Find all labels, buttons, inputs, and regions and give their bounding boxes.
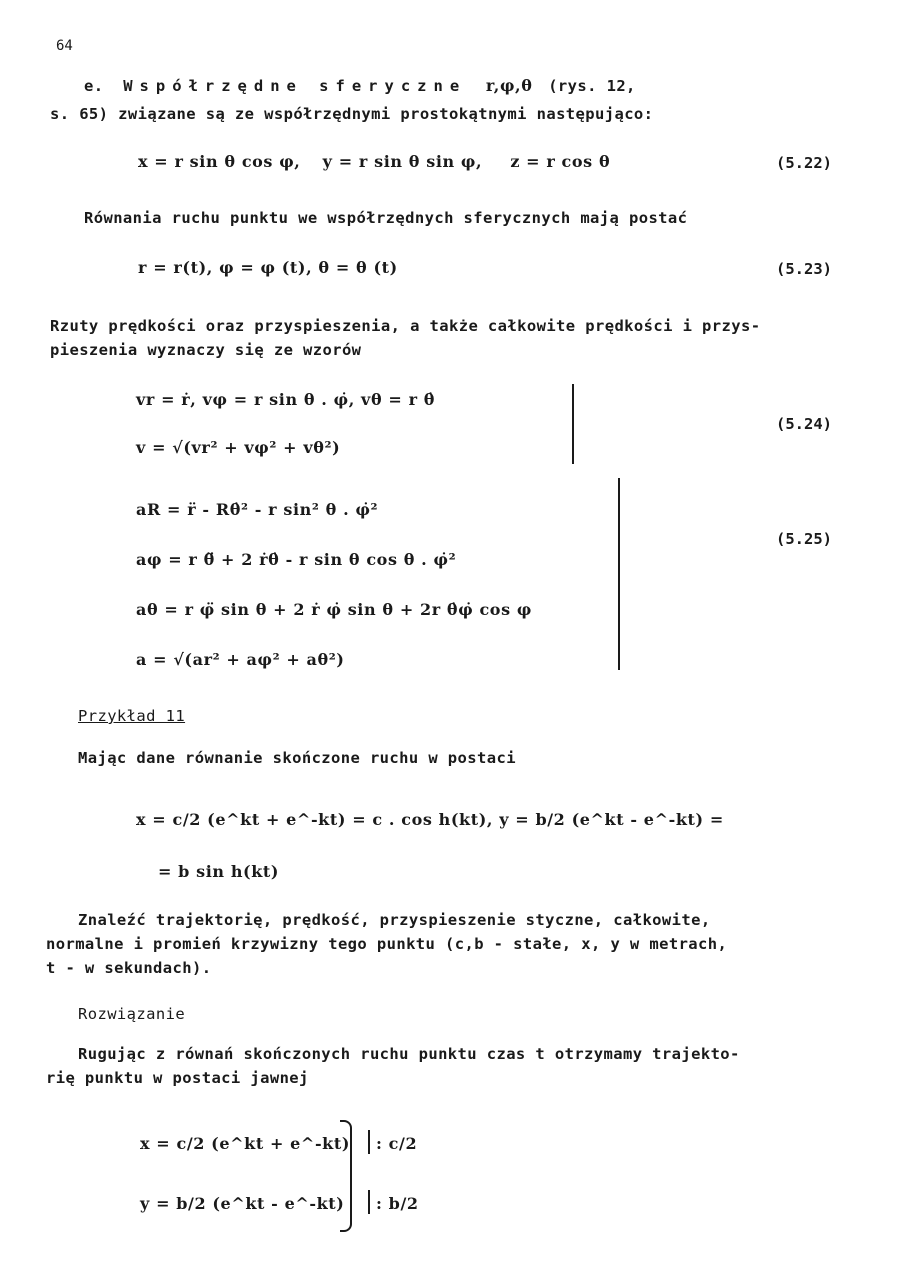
example-intro: Mając dane równanie skończone ruchu w postaci: [78, 749, 516, 767]
system-brace: [340, 1120, 352, 1232]
eq-5-22-x: x = r sin θ cos φ,: [138, 152, 301, 171]
eq-number-5-22: (5.22): [776, 154, 832, 172]
section-e-ref-2: s. 65): [50, 105, 109, 123]
paragraph-projections-1: Rzuty prędkości oraz przyspieszenia, a także całkowite prędkości i przys-: [50, 317, 761, 335]
section-e-coords: r,φ,θ: [485, 76, 533, 95]
eq-5-22-y: y = r sin θ sin φ,: [322, 152, 483, 171]
example-equation-line2: = b sin h(kt): [158, 862, 280, 881]
divider-bar-x: [368, 1130, 370, 1154]
example-task-1: Znaleźć trajektorię, prędkość, przyspieszenie styczne, całkowite,: [78, 911, 711, 929]
page-number: 64: [56, 38, 73, 54]
brace-5-25: [618, 478, 620, 670]
eq-number-5-24: (5.24): [776, 415, 832, 433]
eq-number-5-23: (5.23): [776, 260, 832, 278]
example-task-3: t - w sekundach).: [46, 959, 212, 977]
section-e-ref-1: (rys. 12,: [548, 77, 636, 95]
divisor-y: : b/2: [376, 1194, 419, 1213]
section-e-line2: [50, 104, 653, 124]
section-e-heading: [84, 76, 636, 96]
example-task-2: normalne i promień krzywizny tego punktu (c,b - stałe, x, y w metrach,: [46, 935, 728, 953]
equation-5-25-line2: aφ = r θ̈ + 2 ṙθ̇ - r sin θ cos θ . φ̇²: [136, 550, 457, 569]
equation-5-25-line3: aθ = r φ̈ sin θ + 2 ṙ φ̇ sin θ + 2r θ̇φ̇ cos φ: [136, 600, 532, 619]
equation-5-25-line4: a = √(ar² + aφ² + aθ²): [136, 650, 345, 669]
equation-5-23: r = r(t), φ = φ (t), θ = θ (t): [138, 258, 398, 277]
section-e-title: Współrzędne sferyczne: [123, 77, 467, 95]
paragraph-projections-2: pieszenia wyznaczy się ze wzorów: [50, 341, 362, 359]
eq-number-5-25: (5.25): [776, 530, 832, 548]
example-title: Przykład 11: [78, 707, 186, 725]
eq-5-22-z: z = r cos θ: [510, 152, 611, 171]
equation-5-25-line1: aR = r̈ - Rθ̇² - r sin² θ . φ̇²: [136, 500, 379, 519]
example-equation-line1: x = c/2 (e^kt + e^-kt) = c . cos h(kt), y = b/2 (e^kt - e^-kt) =: [136, 810, 724, 829]
divisor-x: : c/2: [376, 1134, 418, 1153]
solution-text-1: Rugując z równań skończonych ruchu punktu czas t otrzymamy trajekto-: [78, 1045, 740, 1063]
paragraph-motion: Równania ruchu punktu we współrzędnych sferycznych mają postać: [84, 209, 688, 227]
equation-5-24-line1: vr = ṙ, vφ = r sin θ . φ̇, vθ = r θ̇: [136, 390, 436, 409]
section-e-label: e.: [84, 77, 104, 95]
solution-title: Rozwiązanie: [78, 1005, 186, 1023]
solution-text-2: rię punktu w postaci jawnej: [46, 1069, 309, 1087]
system-x: x = c/2 (e^kt + e^-kt): [140, 1134, 351, 1153]
brace-5-24: [560, 384, 574, 464]
equation-5-22: [138, 152, 610, 172]
divider-bar-y: [368, 1190, 370, 1214]
system-y: y = b/2 (e^kt - e^-kt): [140, 1194, 345, 1213]
equation-5-24-line2: v = √(vr² + vφ² + vθ²): [136, 438, 341, 457]
section-e-text: związane są ze współrzędnymi prostokątnymi następująco:: [118, 105, 654, 123]
